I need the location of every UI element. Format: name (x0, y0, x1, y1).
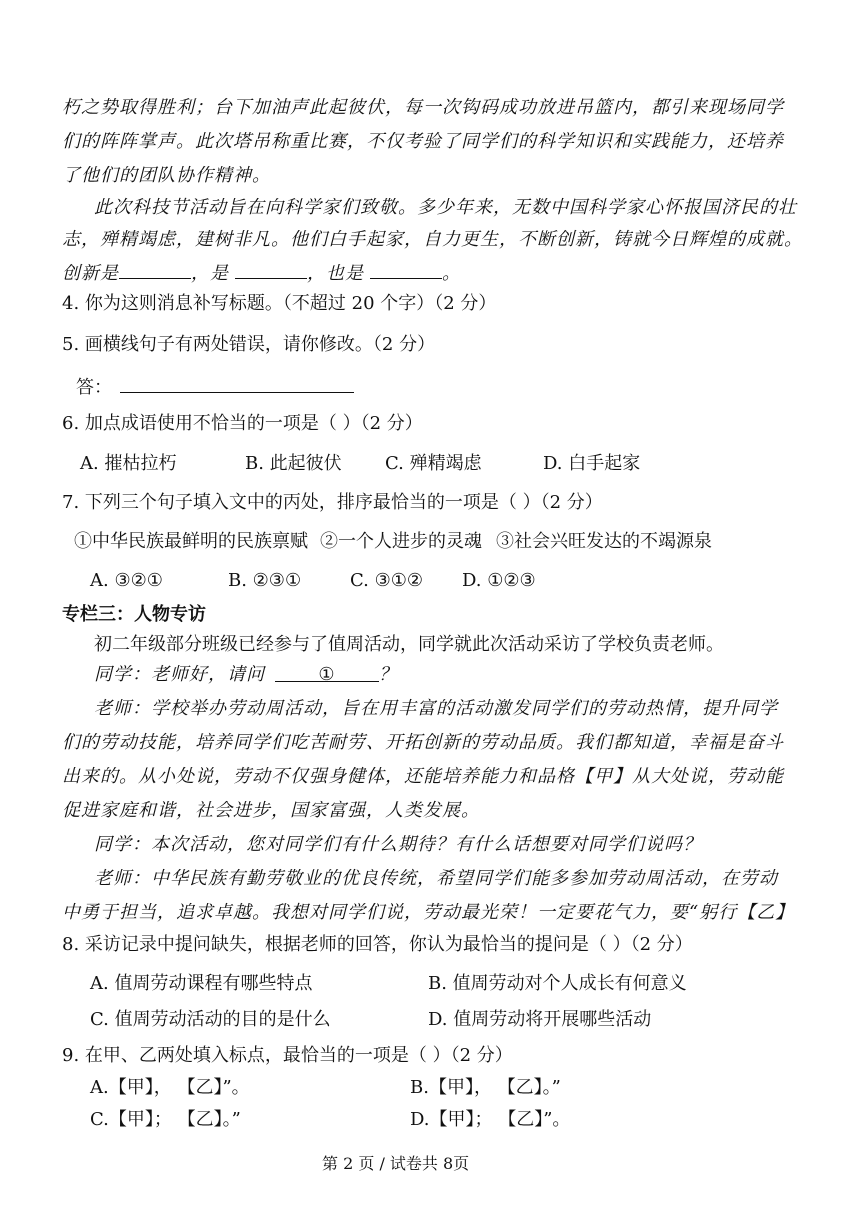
page-footer: 第 2 页 / 试卷共 8页 (322, 1154, 470, 1173)
fill-in-line (62, 260, 461, 286)
teacher-answer-line: 老师：学校举办劳动周活动，旨在用丰富的活动激发同学们的劳动热情，提升同学 (94, 698, 778, 719)
q8-option-a[interactable]: A. 值周劳动课程有哪些特点 (90, 973, 313, 994)
blank-1[interactable] (119, 260, 191, 279)
passage-line: 朽之势取得胜利；台下加油声此起彼伏，每一次钩码成功放进吊篮内，都引来现场同学 (62, 97, 784, 118)
q6-option-c[interactable]: C. 殚精竭虑 (385, 453, 482, 474)
section-intro: 初二年级部分班级已经参与了值周活动，同学就此次活动采访了学校负责老师。 (94, 634, 724, 655)
fill-text-a: 创新是 (62, 263, 119, 284)
q7-option-b[interactable]: B. ②③① (228, 570, 302, 591)
section-title: 专栏三：人物专访 (62, 604, 206, 625)
q6-option-b[interactable]: B. 此起彼伏 (245, 453, 342, 474)
q9-option-b[interactable]: B.【甲】， 【乙】。” (410, 1077, 561, 1098)
q1-prefix: 同学：老师好，请问 (94, 664, 265, 685)
q1-suffix: ？ (379, 664, 398, 685)
question-4: 4. 你为这则消息补写标题。（不超过 20 个字）（2 分） (62, 293, 497, 314)
q8-option-d[interactable]: D. 值周劳动将开展哪些活动 (428, 1009, 652, 1030)
answer-line (76, 374, 354, 400)
q9-option-a[interactable]: A.【甲】， 【乙】”。 (90, 1077, 250, 1098)
question-9: 9. 在甲、乙两处填入标点，最恰当的一项是（ ）（2 分） (62, 1045, 513, 1066)
q7-sentence-1: ①中华民族最鲜明的民族禀赋 (74, 531, 308, 552)
q8-option-b[interactable]: B. 值周劳动对个人成长有何意义 (428, 973, 687, 994)
q1-mark: ① (318, 664, 336, 685)
q7-option-d[interactable]: D. ①②③ (462, 570, 536, 591)
fill-text-c: ，也是 (307, 263, 364, 284)
teacher-answer-line: 老师：中华民族有勤劳敬业的优良传统，希望同学们能多参加劳动周活动，在劳动 (94, 868, 778, 889)
q1-blank[interactable] (275, 663, 379, 685)
q8-option-c[interactable]: C. 值周劳动活动的目的是什么 (90, 1009, 331, 1030)
passage-line: 们的阵阵掌声。此次塔吊称重比赛，不仅考验了同学们的科学知识和实践能力，还培养 (62, 131, 784, 152)
q6-option-d[interactable]: D. 白手起家 (543, 453, 641, 474)
teacher-answer-line: 出来的。从小处说，劳动不仅强身健体，还能培养能力和品格【甲】从大处说，劳动能 (62, 766, 784, 787)
blank-3[interactable] (370, 260, 442, 279)
passage-line: 志，殚精竭虑，建树非凡。他们白手起家，自力更生，不断创新，铸就今日辉煌的成就。 (62, 229, 803, 250)
passage-line: 此次科技节活动旨在向科学家们致敬。多少年来，无数中国科学家心怀报国济民的壮 (94, 197, 797, 218)
teacher-answer-line: 促进家庭和谐，社会进步，国家富强，人类发展。 (62, 800, 480, 821)
q6-option-a[interactable]: A. 摧枯拉朽 (80, 453, 177, 474)
fill-text-b: ，是 (191, 263, 229, 284)
interview-question-2: 同学：本次活动，您对同学们有什么期待？有什么话想要对同学们说吗？ (94, 834, 702, 855)
interview-question-1 (94, 663, 398, 687)
q7-sentence-3: ③社会兴旺发达的不竭源泉 (496, 531, 712, 552)
answer-blank[interactable] (120, 374, 354, 393)
teacher-answer-line: 中勇于担当，追求卓越。我想对同学们说，劳动最光荣！一定要花气力，要“躬行【乙】 (62, 902, 795, 923)
passage-line: 了他们的团队协作精神。 (62, 165, 271, 186)
q9-option-d[interactable]: D.【甲】； 【乙】”。 (410, 1109, 571, 1130)
fill-text-d: 。 (442, 263, 461, 284)
q7-sentence-2: ②一个人进步的灵魂 (320, 531, 482, 552)
question-7: 7. 下列三个句子填入文中的丙处，排序最恰当的一项是（ ）（2 分） (62, 492, 603, 513)
teacher-answer-line: 们的劳动技能，培养同学们吃苦耐劳、开拓创新的劳动品质。我们都知道，幸福是奋斗 (62, 732, 784, 753)
q7-option-c[interactable]: C. ③①② (350, 570, 423, 591)
question-8: 8. 采访记录中提问缺失，根据老师的回答，你认为最恰当的提问是（ ）（2 分） (62, 934, 693, 955)
blank-2[interactable] (235, 260, 307, 279)
q9-option-c[interactable]: C.【甲】； 【乙】。” (90, 1109, 241, 1130)
question-5: 5. 画横线句子有两处错误，请你修改。（2 分） (62, 334, 436, 355)
q7-option-a[interactable]: A. ③②① (90, 570, 163, 591)
question-6: 6. 加点成语使用不恰当的一项是（ ）（2 分） (62, 413, 423, 434)
answer-label: 答： (76, 377, 112, 398)
